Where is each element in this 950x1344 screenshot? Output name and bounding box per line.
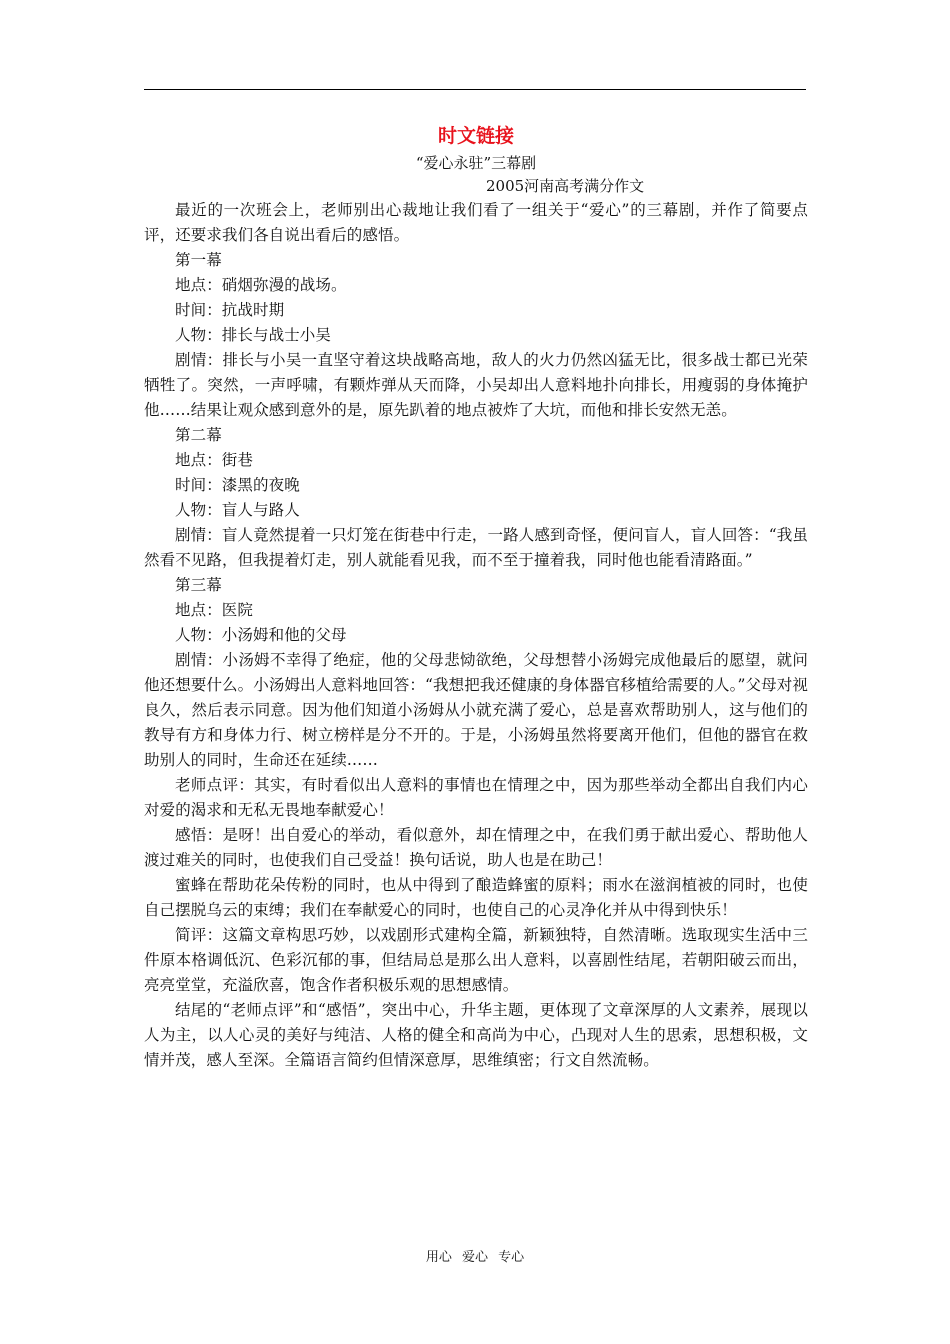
- act1-time: 时间：抗战时期: [175, 301, 285, 319]
- article: [144, 120, 808, 1073]
- act3-characters: 人物：小汤姆和他的父母: [175, 626, 347, 644]
- act2-heading: 第二幕: [175, 426, 222, 444]
- act2-place: 地点：街巷: [175, 451, 254, 469]
- brief-review: 简评：这篇文章构思巧妙，以戏剧形式建构全篇，新颖独特，自然清晰。选取现实生活中三件原本格调低沉、色彩沉郁的事，但结局总是那么出人意料，以喜剧性结尾，若朝阳破云而出，亮亮堂堂，充溢欣喜，饱含作者积极乐观的思想感情。: [144, 926, 808, 994]
- act1-characters: 人物：排长与战士小吴: [175, 326, 332, 344]
- act1-plot: 剧情：排长与小吴一直坚守着这块战略高地，敌人的火力仍然凶猛无比，很多战士都已光荣牺牲了。突然，一声呼啸，有颗炸弹从天而降，小吴却出人意料地扑向排长，用瘦弱的身体掩护他……结果让观众感到意外的是，原先趴着的地点被炸了大坑，而他和排长安然无恙。: [144, 351, 808, 419]
- paragraph-intro: 最近的一次班会上，老师别出心裁地让我们看了一组关于“爱心”的三幕剧，并作了简要点评，还要求我们各自说出看后的感悟。: [144, 201, 808, 244]
- act1-heading: 第一幕: [175, 251, 222, 269]
- page-footer: 用心 爱心 专心: [425, 1250, 525, 1265]
- paragraph-conclusion: 结尾的“老师点评”和“感悟”，突出中心，升华主题，更体现了文章深厚的人文素养，展现以人为主，以人心灵的美好与纯洁、人格的健全和高尚为中心，凸现对人生的思索，思想积极，文情并茂，感人至深。全篇语言简约但情深意厚，思维缜密；行文自然流畅。: [144, 1001, 808, 1069]
- act3-place: 地点：医院: [175, 601, 254, 619]
- paragraph-analogy: 蜜蜂在帮助花朵传粉的同时，也从中得到了酿造蜂蜜的原料；雨水在滋润植被的同时，也使自己摆脱乌云的束缚；我们在奉献爱心的同时，也使自己的心灵净化并从中得到快乐！: [144, 876, 808, 919]
- page-title: 时文链接: [437, 125, 514, 147]
- reflection: 感悟：是呀！出自爱心的举动，看似意外，却在情理之中，在我们勇于献出爱心、帮助他人渡过难关的同时，也使我们自己受益！换句话说，助人也是在助己！: [144, 826, 808, 869]
- header-rule: [144, 89, 806, 90]
- teacher-comment: 老师点评：其实，有时看似出人意料的事情也在情理之中，因为那些举动全都出自我们内心对爱的渴求和无私无畏地奉献爱心！: [144, 776, 808, 819]
- act1-place: 地点：硝烟弥漫的战场。: [175, 276, 347, 294]
- article-body: [144, 198, 808, 1073]
- act3-heading: 第三幕: [175, 576, 222, 594]
- act2-plot: 剧情：盲人竟然提着一只灯笼在街巷中行走，一路人感到奇怪，便问盲人，盲人回答：“我虽然看不见路，但我提着灯走，别人就能看见我，而不至于撞着我，同时他也能看清路面。”: [144, 526, 808, 569]
- act2-characters: 人物：盲人与路人: [175, 501, 300, 519]
- article-subtitle: “爱心永驻”三幕剧: [415, 154, 537, 172]
- act2-time: 时间：漆黑的夜晚: [175, 476, 300, 494]
- article-source: 2005河南高考满分作文: [486, 177, 645, 195]
- act3-plot: 剧情：小汤姆不幸得了绝症，他的父母悲恸欲绝，父母想替小汤姆完成他最后的愿望，就问他还想要什么。小汤姆出人意料地回答：“我想把我还健康的身体器官移植给需要的人。”父母对视良久，然后表示同意。因为他们知道小汤姆从小就充满了爱心，总是喜欢帮助别人，这与他们的教导有方和身体力行、树立榜样是分不开的。于是，小汤姆虽然将要离开他们，但他的器官在救助别人的同时，生命还在延续……: [144, 651, 808, 769]
